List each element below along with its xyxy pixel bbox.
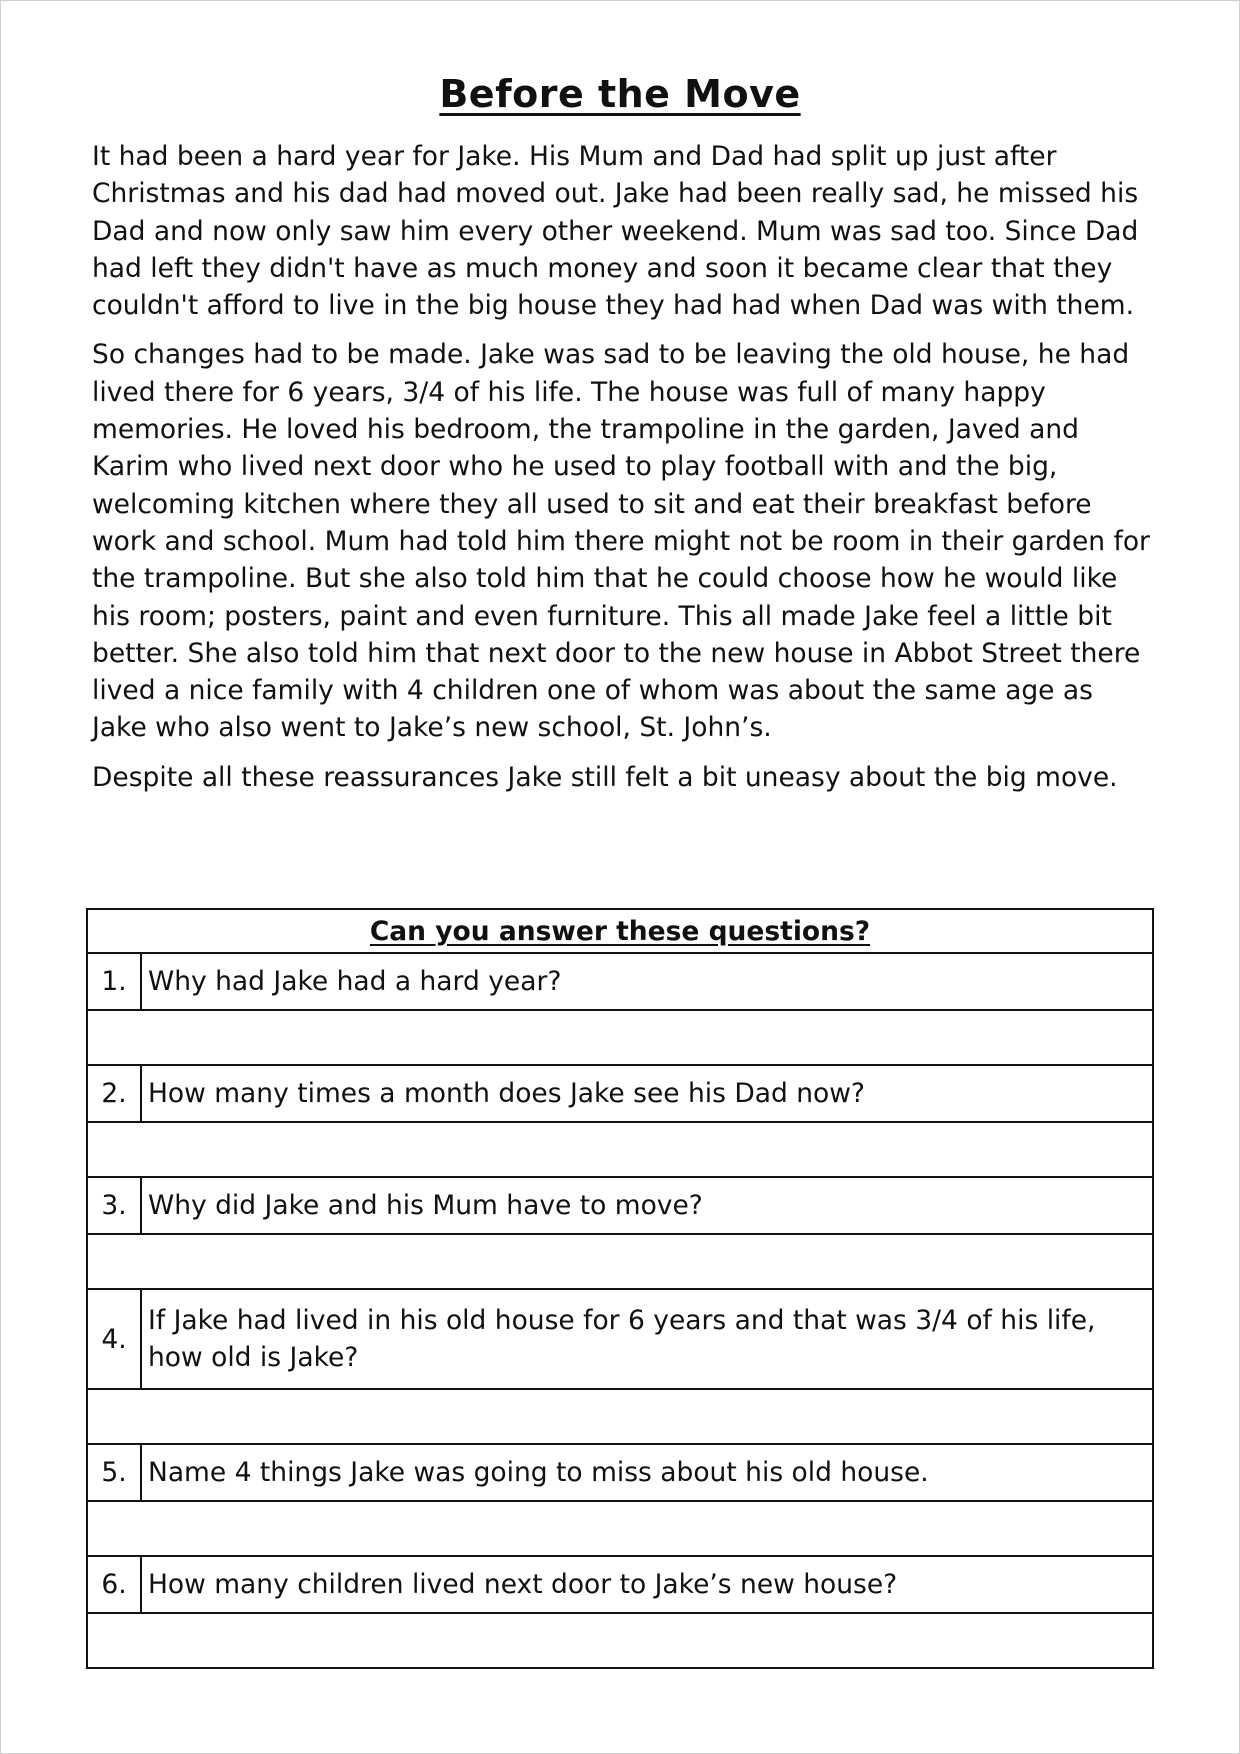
story-paragraph-2: So changes had to be made. Jake was sad to be leaving the old house, he had lived there for 6 years, 3/4 of his life. The house was full of many happy memories. He loved his bedroom, the trampoline in the garden, Javed and Karim who lived next door who he used to play football with and the big, welcoming kitchen where they all used to sit and eat their breakfast before work and school. Mum had told him there might not be room in their garden for the trampoline. But she also told him that he could choose how he would like his room; posters, paint and even furniture. This all made Jake feel a little bit better. She also told him that next door to the new house in Abbot Street there lived a nice family with 4 children one of whom was about the same age as Jake who also went to Jake’s new school, St. John’s.: [92, 339, 1150, 744]
question-text: Name 4 things Jake was going to miss about his old house.: [141, 1444, 1153, 1501]
answer-row-4: [87, 1389, 1153, 1444]
answer-space[interactable]: [87, 1501, 1153, 1556]
answer-space[interactable]: [87, 1122, 1153, 1177]
answer-space[interactable]: [87, 1389, 1153, 1444]
question-row-3: [87, 1177, 1153, 1234]
question-text: How many times a month does Jake see his Dad now?: [141, 1065, 1153, 1122]
question-number: 5.: [87, 1444, 141, 1501]
answer-row-1: [87, 1010, 1153, 1065]
question-text: How many children lived next door to Jake’s new house?: [141, 1556, 1153, 1613]
answer-row-5: [87, 1501, 1153, 1556]
question-row-1: [87, 953, 1153, 1010]
story-paragraph-3: Despite all these reassurances Jake still felt a bit uneasy about the big move.: [92, 761, 1118, 793]
question-number: 4.: [87, 1289, 141, 1389]
question-row-2: [87, 1065, 1153, 1122]
answer-row-3: [87, 1234, 1153, 1289]
questions-table: [86, 908, 1154, 1669]
question-number: 3.: [87, 1177, 141, 1234]
story-paragraph-1: It had been a hard year for Jake. His Mum and Dad had split up just after Christmas and his dad had moved out. Jake had been really sad, he missed his Dad and now only saw him every other weekend. Mum was sad too. Since Dad had left they didn't have as much money and soon it became clear that they couldn't afford to live in the big house they had had when Dad was with them.: [92, 141, 1139, 322]
questions-heading: Can you answer these questions?: [87, 909, 1153, 953]
question-text: Why did Jake and his Mum have to move?: [141, 1177, 1153, 1234]
answer-space[interactable]: [87, 1613, 1153, 1668]
question-row-4: [87, 1289, 1153, 1389]
question-text: Why had Jake had a hard year?: [141, 953, 1153, 1010]
question-number: 1.: [87, 953, 141, 1010]
question-number: 6.: [87, 1556, 141, 1613]
answer-row-2: [87, 1122, 1153, 1177]
answer-row-6: [87, 1613, 1153, 1668]
answer-space[interactable]: [87, 1010, 1153, 1065]
question-text: If Jake had lived in his old house for 6 years and that was 3/4 of his life, how old is Jake?: [141, 1289, 1153, 1389]
question-row-5: [87, 1444, 1153, 1501]
question-number: 2.: [87, 1065, 141, 1122]
page-title: Before the Move: [439, 72, 801, 116]
questions-heading-row: [87, 909, 1153, 953]
story-text: [92, 138, 1152, 808]
question-row-6: [87, 1556, 1153, 1613]
answer-space[interactable]: [87, 1234, 1153, 1289]
